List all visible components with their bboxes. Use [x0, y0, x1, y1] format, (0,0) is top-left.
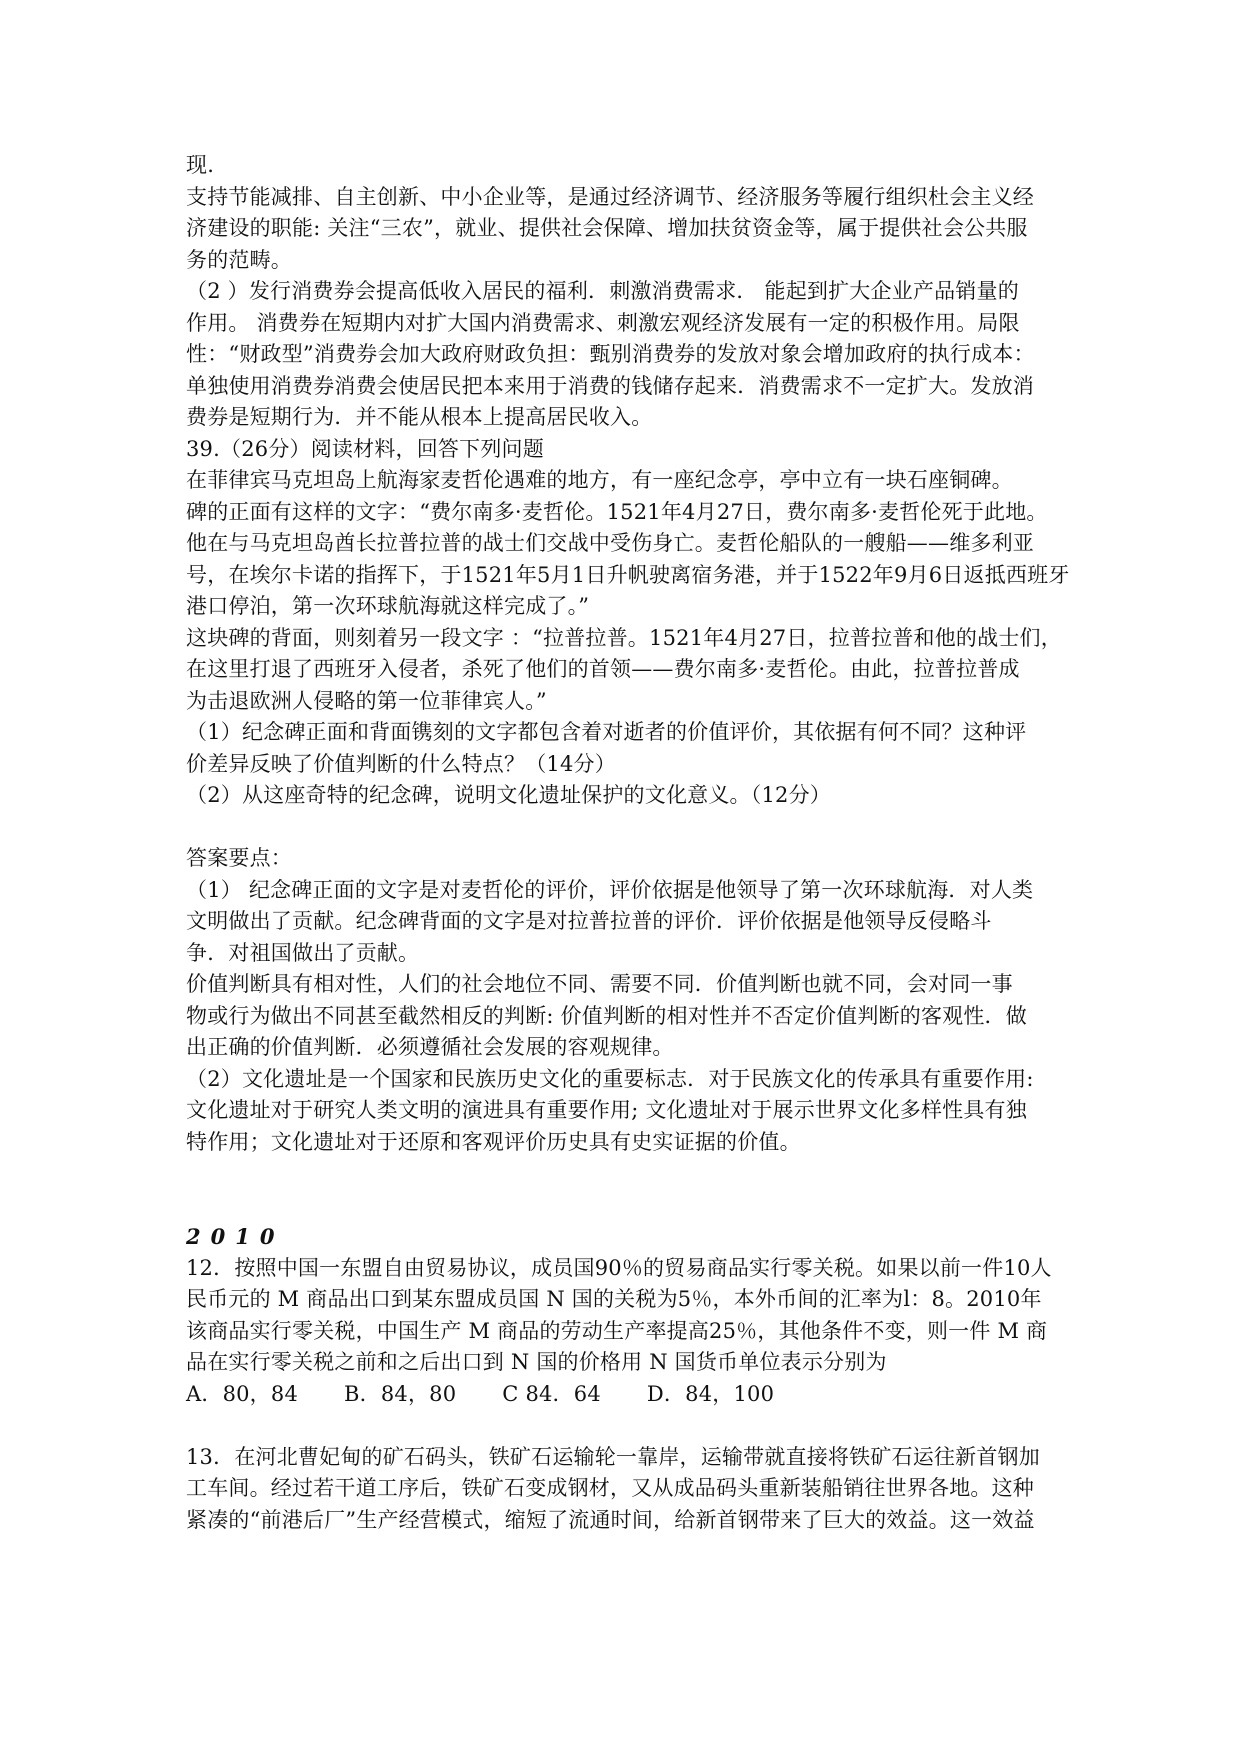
option-b: B．84，80: [344, 1381, 457, 1406]
text-line: 出正确的价值判断．必须遵循社会发展的容观规律。: [186, 1035, 674, 1059]
question-12: [186, 1253, 1066, 1411]
question-title: 39.（26分）阅读材料，回答下列问题: [186, 436, 544, 461]
text-line: 单独使用消费券消费会使居民把本来用于消费的钱储存起来．消费需求不一定扩大。发放消: [186, 373, 1034, 398]
option-d: D．84，100: [646, 1381, 775, 1406]
text-line: 品在实行零关税之前和之后出口到 N 国的价格用 N 国货币单位表示分别为: [186, 1350, 887, 1374]
text-line: 工车间。经过若干道工序后，铁矿石变成钢材，又从成品码头重新装船销往世界各地。这种: [186, 1476, 1034, 1500]
text-line: 他在与马克坦岛酋长拉普拉普的战士们交战中受伤身亡。麦哲伦船队的一艘船——维多利亚: [186, 531, 1034, 555]
answer-block-39: [186, 843, 1066, 1158]
text-line: 民币元的 M 商品出口到某东盟成员国 N 国的关税为5％，本外币间的汇率为l：8。2010年: [186, 1287, 1042, 1311]
text-line: 文明做出了贡献。纪念碑背面的文字是对拉普拉普的评价．评价依据是他领导反侵略斗: [186, 909, 992, 933]
text-line: 在这里打退了西班牙入侵者，杀死了他们的首领——费尔南多·麦哲伦。由此，拉普拉普成: [186, 657, 1020, 681]
text-line: 该商品实行零关税，中国生产 M 商品的劳动生产率提高25％，其他条件不变，则一件 M 商: [186, 1318, 1048, 1343]
spacer: [186, 1410, 1066, 1442]
question-title: 13．在河北曹妃甸的矿石码头，铁矿石运输轮一靠岸，运输带就直接将铁矿石运往新首钢加: [186, 1444, 1040, 1469]
text-line: 费券是短期行为．并不能从根本上提高居民收入。: [186, 405, 653, 429]
year-heading: 2010: [186, 1224, 285, 1249]
answer-block-38: [186, 150, 1066, 434]
text-line: 号，在埃尔卡诺的指挥下，于1521年5月1日升帆驶离宿务港，并于1522年9月6日返抵西班牙: [186, 562, 1070, 587]
text-line: 现.: [186, 153, 215, 177]
text-line: 为击退欧洲人侵略的第一位菲律宾人。”: [186, 688, 547, 713]
spacer: [186, 812, 1066, 844]
text-line: 支持节能减排、自主创新、中小企业等，是通过经济调节、经济服务等履行组织杜会主义经: [186, 184, 1034, 209]
question-13: [186, 1442, 1066, 1537]
text-line: （2 ）发行消费券会提高低收入居民的福利．刺激消费需求． 能起到扩大企业产品销量的: [186, 279, 1019, 303]
text-line: 这块碑的背面，则刻着另一段文字 ：“拉普拉普。1521年4月27日，拉普拉普和他的战士们，: [186, 625, 1062, 650]
text-line: 价值判断具有相对性，人们的社会地位不同、需要不同．价值判断也就不同，会对同一事: [186, 972, 1013, 996]
text-line: 务的范畴。: [186, 247, 292, 272]
text-line: 物或行为做出不同甚至截然相反的判断: 价值判断的相对性并不否定价值判断的客观性．做: [186, 1003, 1027, 1028]
text-line: 紧凑的“前港后厂”生产经营模式，缩短了流通时间，给新首钢带来了巨大的效益。这一效益: [186, 1507, 1035, 1532]
text-line: 文化遗址对于研究人类文明的演进具有重要作用; 文化遗址对于展示世界文化多样性具有独: [186, 1098, 1027, 1122]
question-39: [186, 434, 1070, 812]
sub-question-1: （1）纪念碑正面和背面镌刻的文字都包含着对逝者的价值评价，其依据有何不同？这种评: [186, 720, 1027, 744]
answer-heading: 答案要点：: [186, 846, 292, 870]
text-line: 港口停泊，第一次环球航海就这样完成了。”: [186, 594, 590, 618]
text-line: 价差异反映了价值判断的什么特点？（14分）: [186, 751, 616, 776]
document-page: [186, 150, 1070, 1536]
text-line: 特作用；文化遗址对于还原和客观评价历史具有史实证据的价值。: [186, 1129, 801, 1154]
sub-question-2: （2）从这座奇特的纪念碑，说明文化遗址保护的文化意义。（12分）: [186, 783, 831, 807]
text-line: （1） 纪念碑正面的文字是对麦哲伦的评价，评价依据是他领导了第一次环球航海．对人类: [186, 877, 1034, 902]
text-line: （2）文化遗址是一个国家和民族历史文化的重要标志．对于民族文化的传承具有重要作用:: [186, 1066, 1034, 1091]
text-line: 在菲律宾马克坦岛上航海家麦哲伦遇难的地方，有一座纪念亭，亭中立有一块石座铜碑。: [186, 468, 1013, 492]
option-a: A．80，84: [186, 1381, 299, 1406]
text-line: 碑的正面有这样的文字：“费尔南多·麦哲伦。1521年4月27日，费尔南多·麦哲伦死于此地。: [186, 499, 1048, 524]
option-c: C 84．64: [502, 1381, 601, 1406]
question-title: 12．按照中国一东盟自由贸易协议，成员国90％的贸易商品实行零关税。如果以前一件10人: [186, 1255, 1052, 1280]
spacer: [186, 1158, 1066, 1221]
text-line: 济建设的职能: 关注“三农”，就业、提供社会保障、增加扶贫资金等，属于提供社会公共服: [186, 216, 1028, 240]
answer-options: [186, 1379, 1066, 1411]
text-line: 性：“财政型”消费券会加大政府财政负担：甄别消费券的发放对象会增加政府的执行成本：: [186, 342, 1035, 366]
text-line: 作用。 消费券在短期内对扩大国内消费需求、刺激宏观经济发展有一定的积极作用。局限: [186, 310, 1020, 335]
text-line: 争．对祖国做出了贡献。: [186, 940, 420, 965]
